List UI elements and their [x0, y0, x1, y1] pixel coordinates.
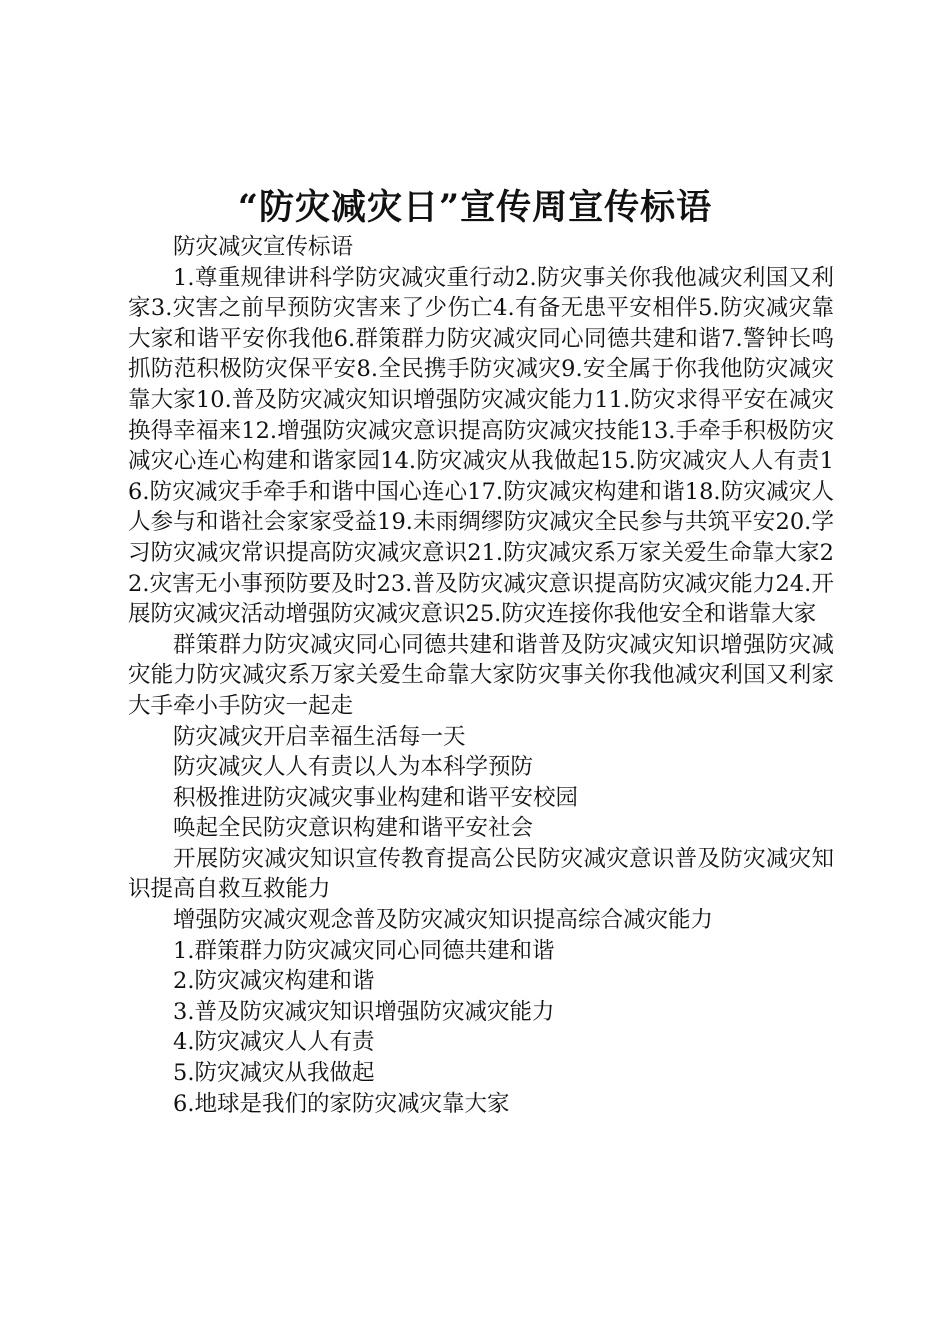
list-item: 5.防灾减灾从我做起: [173, 1060, 375, 1087]
document-title: “防灾减灾日”宣传周宣传标语: [237, 187, 713, 228]
list-item: 2.防灾减灾构建和谐: [173, 968, 375, 995]
list-item: 1.群策群力防灾减灾同心同德共建和谐: [173, 937, 555, 964]
paragraph-slogan: 积极推进防灾减灾事业构建和谐平安校园: [173, 784, 579, 811]
document-body: [128, 232, 834, 1119]
paragraph-slogan: 增强防灾减灾观念普及防灾减灾知识提高综合减灾能力: [173, 907, 714, 934]
list-item: 3.普及防灾减灾知识增强防灾减灾能力: [173, 998, 555, 1025]
paragraph-heading: 防灾减灾宣传标语: [173, 234, 354, 260]
paragraph-slogan: 防灾减灾开启幸福生活每一天: [173, 723, 466, 750]
list-item: 4.防灾减灾人人有责: [173, 1029, 375, 1056]
paragraph-slogan: 唤起全民防灾意识构建和谐平安社会: [173, 815, 534, 842]
list-item: 6.地球是我们的家防灾减灾靠大家: [173, 1090, 510, 1117]
paragraph-slogans-combined: 群策群力防灾减灾同心同德共建和谐普及防灾减灾知识增强防灾减灾能力防灾减灾系万家关爱生命靠大家防灾事关你我他减灾利国又利家大手牵小手防灾一起走: [128, 631, 834, 719]
paragraph-slogan: 防灾减灾人人有责以人为本科学预防: [173, 754, 534, 781]
paragraph-numbered-slogans: 1.尊重规律讲科学防灾减灾重行动2.防灾事关你我他减灾利国又利家3.灾害之前早预防灾害来了少伤亡4.有备无患平安相伴5.防灾减灾靠大家和谐平安你我他6.群策群力防灾减灾同心同德共建和谐7.警钟长鸣抓防范积极防灾保平安8.全民携手防灾减灾9.安全属于你我他防灾减灾靠大家10.普及防灾减灾知识增强防灾减灾能力11.防灾求得平安在减灾换得幸福来12.增强防灾减灾意识提高防灾减灾技能13.手牵手积极防灾减灾心连心构建和谐家园14.防灾减灾从我做起15.防灾减灾人人有责16.防灾减灾手牵手和谐中国心连心17.防灾减灾构建和谐18.防灾减灾人人参与和谐社会家家受益19.未雨绸缪防灾减灾全民参与共筑平安20.学习防灾减灾常识提高防灾减灾意识21.防灾减灾系万家关爱生命靠大家22.灾害无小事预防要及时23.普及防灾减灾意识提高防灾减灾能力24.开展防灾减灾活动增强防灾减灾意识25.防灾连接你我他安全和谐靠大家: [128, 264, 834, 628]
paragraph-slogan: 开展防灾减灾知识宣传教育提高公民防灾减灾意识普及防灾减灾知识提高自救互救能力: [128, 845, 834, 903]
